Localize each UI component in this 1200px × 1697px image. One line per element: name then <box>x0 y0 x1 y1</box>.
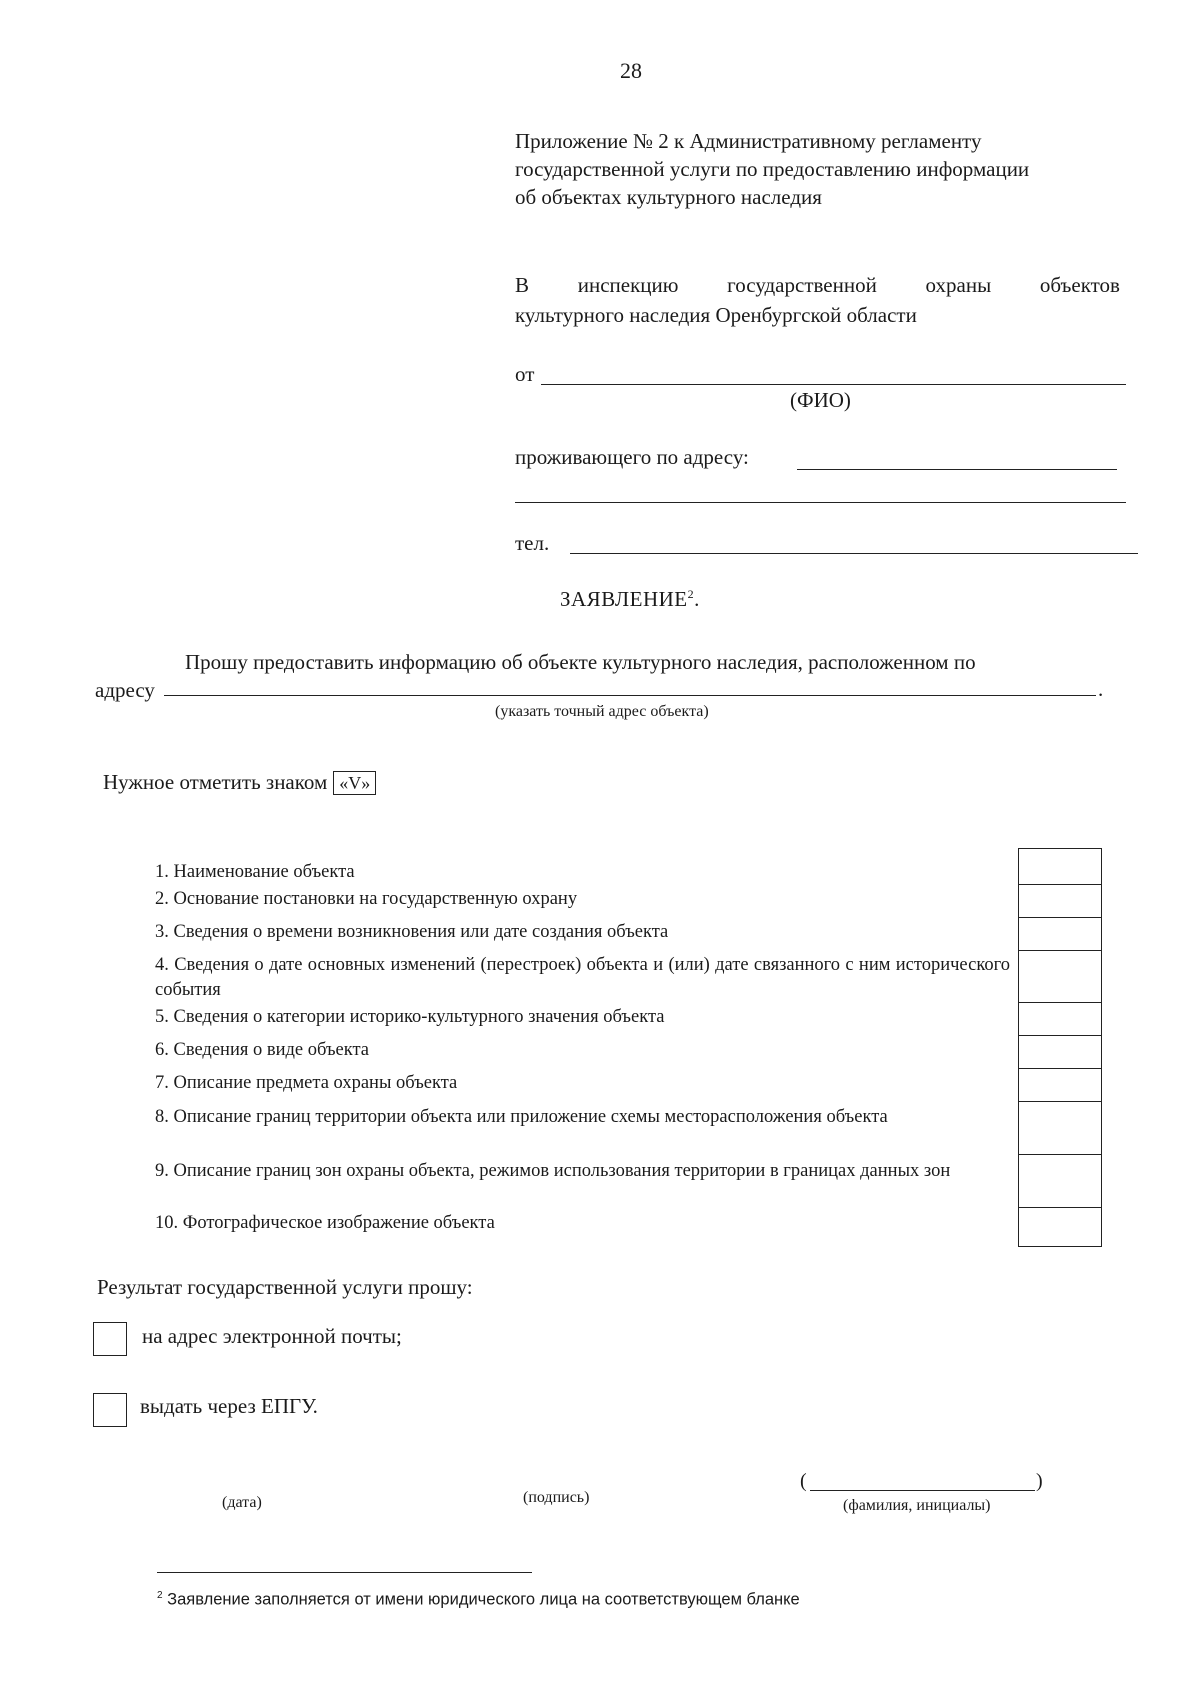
checklist-item: 10. Фотографическое изображение объекта <box>155 1213 495 1233</box>
item-checkbox[interactable] <box>1019 917 1101 950</box>
addressee-word: охраны <box>925 273 992 297</box>
addressee-word: В <box>515 273 530 297</box>
item-checkbox[interactable] <box>1019 1035 1101 1068</box>
item-checkbox[interactable] <box>1019 950 1101 1002</box>
statement-title-text: ЗАЯВЛЕНИЕ <box>560 587 688 611</box>
item-checkbox[interactable] <box>1019 1068 1101 1101</box>
address-field-line-1[interactable] <box>797 469 1117 470</box>
addressee-block <box>515 270 1120 330</box>
fio-field[interactable] <box>541 384 1126 385</box>
from-label: от <box>515 362 535 386</box>
email-option-checkbox[interactable] <box>93 1322 127 1356</box>
address-field-line-2[interactable] <box>515 502 1126 503</box>
name-caption: (фамилия, инициалы) <box>843 1497 991 1514</box>
address-caption: (указать точный адрес объекта) <box>495 703 709 720</box>
name-paren-close: ) <box>1036 1470 1043 1492</box>
phone-field[interactable] <box>570 553 1138 554</box>
addressee-word: государственной <box>727 273 877 297</box>
checklist-item: 5. Сведения о категории историко-культурного значения объекта <box>155 1007 665 1027</box>
addressee-line-1 <box>515 270 1120 300</box>
epgu-option-label: выдать через ЕПГУ. <box>140 1394 318 1418</box>
addressee-line-2: культурного наследия Оренбургской области <box>515 303 917 327</box>
checklist-item: 2. Основание постановки на государственную охрану <box>155 889 578 909</box>
checklist-item: 3. Сведения о времени возникновения или дате создания объекта <box>155 922 669 942</box>
address-end-mark: . <box>1098 677 1104 701</box>
fio-caption: (ФИО) <box>790 388 851 412</box>
footnote-mark: 2 <box>687 587 695 601</box>
addressee-word: инспекцию <box>577 273 679 297</box>
statement-title-suffix: . <box>694 587 700 611</box>
item-checkbox[interactable] <box>1019 1207 1101 1247</box>
item-checkbox[interactable] <box>1019 1154 1101 1207</box>
signature-caption: (подпись) <box>523 1489 590 1506</box>
address-label: адресу <box>95 678 155 702</box>
item-checkbox[interactable] <box>1019 1101 1101 1154</box>
mark-sign-box: «V» <box>333 771 376 795</box>
statement-title <box>560 587 700 612</box>
checklist-item: 1. Наименование объекта <box>155 862 355 882</box>
page-number: 28 <box>620 58 642 83</box>
checklist-item: 7. Описание предмета охраны объекта <box>155 1073 458 1093</box>
email-option-label: на адрес электронной почты; <box>142 1324 402 1348</box>
phone-label: тел. <box>515 531 550 555</box>
appendix-line: государственной услуги по предоставлению информации <box>515 157 1030 181</box>
item-checkbox[interactable] <box>1019 848 1101 884</box>
footnote <box>157 1590 800 1610</box>
date-caption: (дата) <box>222 1494 262 1511</box>
result-label: Результат государственной услуги прошу: <box>97 1275 473 1299</box>
appendix-header <box>515 127 1115 211</box>
residing-label: проживающего по адресу: <box>515 445 749 469</box>
item-checkbox[interactable] <box>1019 1002 1101 1035</box>
mark-instruction-text: Нужное отметить знаком <box>103 770 328 794</box>
footnote-number: 2 <box>157 1590 163 1601</box>
checkbox-column <box>1018 848 1102 1247</box>
epgu-option-checkbox[interactable] <box>93 1393 127 1427</box>
addressee-word: объектов <box>1039 273 1120 297</box>
request-line-1: Прошу предоставить информацию об объекте культурного наследия, расположенном по <box>185 650 976 674</box>
footnote-divider <box>157 1572 532 1573</box>
name-paren-open: ( <box>800 1470 807 1492</box>
checklist-item: 8. Описание границ территории объекта или приложение схемы месторасположения объекта <box>155 1107 888 1127</box>
footnote-text: Заявление заполняется от имени юридического лица на соответствующем бланке <box>167 1590 800 1609</box>
appendix-line: Приложение № 2 к Административному регламенту <box>515 129 982 153</box>
checklist-item: 9. Описание границ зон охраны объекта, режимов использования территории в границах данных зон <box>155 1161 951 1181</box>
name-field[interactable] <box>810 1490 1035 1491</box>
mark-instruction <box>103 770 376 795</box>
checklist-item: 4. Сведения о дате основных изменений (перестроек) объекта и (или) дате связанного с ним исторического события <box>155 955 1010 1000</box>
object-address-field[interactable] <box>164 695 1096 696</box>
item-checkbox[interactable] <box>1019 884 1101 917</box>
request-line-2 <box>95 676 1113 704</box>
appendix-line: об объектах культурного наследия <box>515 185 822 209</box>
checklist-item: 6. Сведения о виде объекта <box>155 1040 369 1060</box>
